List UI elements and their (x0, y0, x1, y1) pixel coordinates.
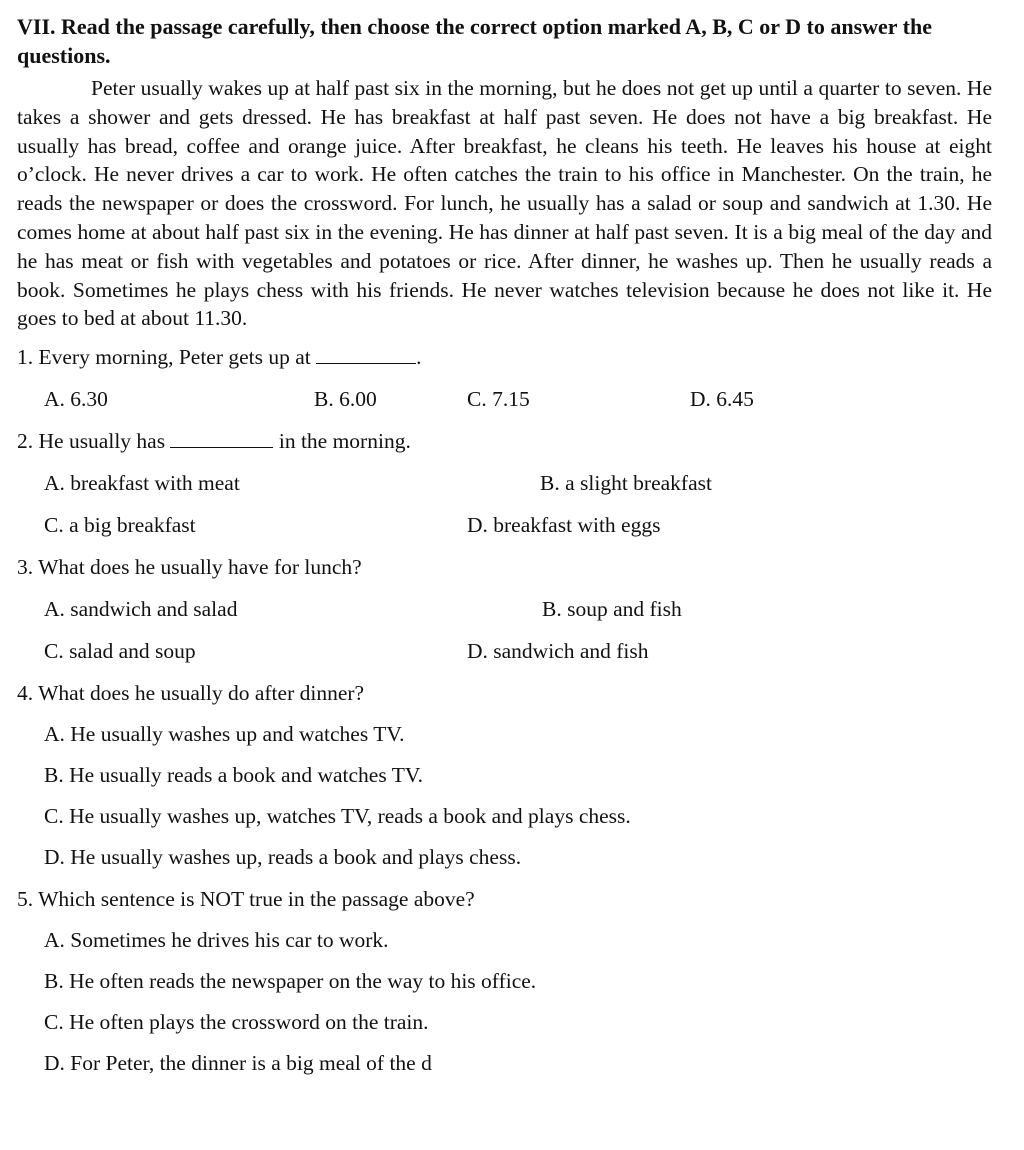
option-c[interactable]: C. He usually washes up, watches TV, reads a book and plays chess. (44, 804, 631, 829)
option-b[interactable]: B. soup and fish (542, 597, 682, 622)
reading-passage: Peter usually wakes up at half past six in the morning, but he does not get up until a quarter to seven. He takes a shower and gets dressed. He has breakfast at half past seven. He does not have a big breakfast. He usually has bread, coffee and orange juice. After breakfast, he cleans his teeth. He leaves his house at eight o’clock. He never drives a car to work. He often catches the train to his office in Manchester. On the train, he reads the newspaper or does the crossword. For lunch, he usually has a salad or soup and sandwich at 1.30. He comes home at about half past six in the evening. He has dinner at half past seven. It is a big meal of the day and he has meat or fish with vegetables and potatoes or rice. After dinner, he washes up. Then he usually reads a book. Sometimes he plays chess with his friends. He never watches television because he does not like it. He goes to bed at about 11.30. (17, 76, 992, 331)
answer-blank (170, 427, 273, 448)
option-d[interactable]: D. breakfast with eggs (467, 513, 661, 538)
question-stem-text: 1. Every morning, Peter gets up at (17, 345, 317, 370)
option-a[interactable]: A. Sometimes he drives his car to work. (44, 928, 389, 953)
option-b[interactable]: B. He often reads the newspaper on the way to his office. (44, 969, 537, 994)
option-d[interactable]: D. sandwich and fish (467, 639, 649, 664)
question-2 (17, 427, 992, 539)
option-a[interactable]: A. breakfast with meat (44, 471, 240, 496)
question-stem-text: 2. He usually has (17, 429, 171, 454)
question-stem: 3. What does he usually have for lunch? (17, 555, 362, 580)
option-d[interactable]: D. He usually washes up, reads a book and plays chess. (44, 845, 522, 870)
option-c[interactable]: C. a big breakfast (44, 513, 196, 538)
worksheet-page (17, 12, 992, 1077)
section-heading: VII. Read the passage carefully, then choose the correct option marked A, B, C or D to answer the questions. (17, 14, 932, 68)
option-a[interactable]: A. sandwich and salad (44, 597, 238, 622)
question-stem: 5. Which sentence is NOT true in the passage above? (17, 887, 475, 912)
question-4 (17, 679, 992, 871)
option-d[interactable]: D. For Peter, the dinner is a big meal of the d (44, 1051, 432, 1076)
option-c[interactable]: C. salad and soup (44, 639, 196, 664)
option-a[interactable]: A. He usually washes up and watches TV. (44, 722, 405, 747)
option-c[interactable]: C. He often plays the crossword on the train. (44, 1010, 429, 1035)
question-stem (17, 427, 992, 455)
question-stem-end: . (416, 345, 422, 370)
option-row (17, 469, 992, 497)
option-b[interactable]: B. a slight breakfast (540, 471, 712, 496)
option-d[interactable]: D. 6.45 (690, 387, 754, 412)
option-b[interactable]: B. He usually reads a book and watches TV. (44, 763, 423, 788)
answer-blank (316, 343, 416, 364)
question-3 (17, 553, 992, 665)
option-row (17, 637, 992, 665)
question-1 (17, 343, 992, 413)
question-5 (17, 885, 992, 1077)
question-stem (17, 343, 992, 371)
option-a[interactable]: A. 6.30 (44, 387, 108, 412)
option-row (17, 385, 992, 413)
option-c[interactable]: C. 7.15 (467, 387, 530, 412)
option-row (17, 595, 992, 623)
option-b[interactable]: B. 6.00 (314, 387, 377, 412)
question-stem: 4. What does he usually do after dinner? (17, 681, 365, 706)
option-row (17, 511, 992, 539)
question-stem-end: in the morning. (273, 429, 411, 454)
